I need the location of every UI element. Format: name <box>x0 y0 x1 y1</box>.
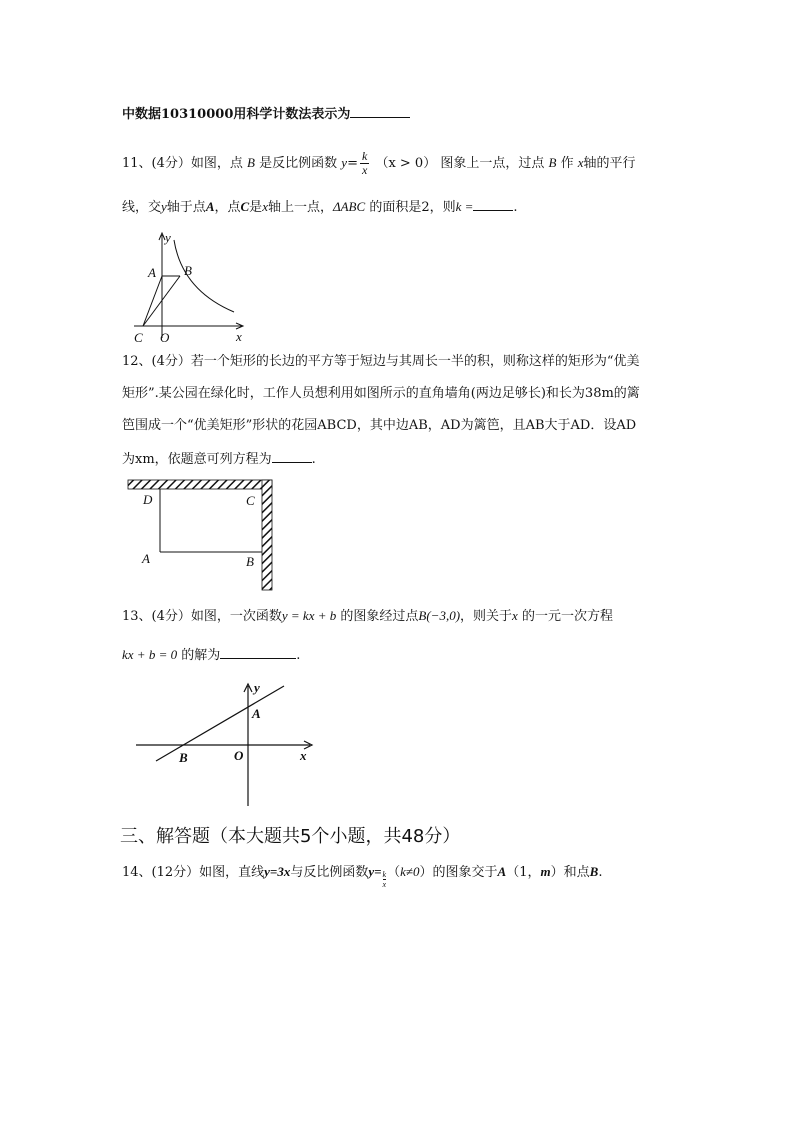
q11-label-x: x <box>236 329 242 344</box>
q13-function: y = kx + b <box>281 608 337 623</box>
q12-text: 为xm，依题意可列方程为 <box>122 452 272 467</box>
q14-text: （ <box>387 865 401 880</box>
q11-text: 线，交 <box>122 200 162 215</box>
q10-text: 中数据10310000用科学计数法表示为 <box>122 107 351 122</box>
q14-fraction-num: k <box>382 870 387 879</box>
q14-var-m: m <box>540 864 551 879</box>
q14-point-a: A <box>497 864 507 879</box>
q12-top-wall <box>128 480 272 489</box>
q13-text: 的一元一次方程 <box>521 609 613 624</box>
q13-line <box>156 686 284 761</box>
q11-text: 轴于点 <box>166 200 206 215</box>
q14-text: 14、(12分）如图，直线 <box>122 865 265 880</box>
q12-text: 矩形”.某公园在绿化时，工作人员想利用如图所示的直角墙角(两边足够长)和长为38m的篱 <box>122 386 640 401</box>
q12-line3 <box>122 416 636 436</box>
q13-text: 的解为 <box>181 648 221 663</box>
q14-line-eq: y=3x <box>264 864 291 879</box>
q11-label-b: B <box>184 263 192 278</box>
q14-func-y: y= <box>368 864 382 879</box>
q11-fraction <box>360 150 369 177</box>
q13-var-x: x <box>512 608 518 623</box>
q11-text: 轴上一点， <box>267 200 333 215</box>
q11-k-eq: k = <box>455 199 474 214</box>
q14-fraction <box>383 870 387 889</box>
q14-condition: k≠0 <box>400 864 420 879</box>
q11-func-eq: = <box>347 156 358 171</box>
q12-label-c: C <box>246 493 255 508</box>
q13-line2 <box>122 644 300 666</box>
q11-segment-ca <box>143 276 162 326</box>
q14-text: 与反比例函数 <box>290 865 369 880</box>
q12-label-d: D <box>143 492 153 507</box>
q11-text: 是 <box>249 200 263 215</box>
q13-label-y: y <box>254 680 260 695</box>
q13-text: 13、(4分）如图，一次函数 <box>122 609 282 624</box>
q14-text: （1， <box>506 865 541 880</box>
q14-point-b: B <box>589 864 599 879</box>
q11-point-a: A <box>205 199 215 214</box>
q11-text: 11、(4分）如图，点 <box>122 156 243 171</box>
q11-text: 轴的平行 <box>583 156 636 171</box>
q11-label-a: A <box>148 265 156 280</box>
q11-fraction-den: x <box>361 163 368 177</box>
q11-answer-blank <box>473 196 513 211</box>
q13-figure <box>134 680 324 810</box>
q14-line1 <box>122 862 603 889</box>
q11-point-b: B <box>247 155 255 170</box>
section-title: 三、解答题（本大题共5个小题，共48分） <box>120 826 461 847</box>
q13-label-a: A <box>252 706 261 721</box>
q11-text: 的面积是2，则 <box>369 200 456 215</box>
q10-line <box>122 103 410 125</box>
q11-var-x: x <box>577 155 584 170</box>
q11-label-c: C <box>134 330 143 345</box>
q13-label-x: x <box>300 748 307 763</box>
q13-equation: kx + b = 0 <box>122 647 178 662</box>
q11-label-y: y <box>165 230 171 245</box>
q14-fraction-den: x <box>382 880 387 889</box>
q13-text: ，则关于 <box>460 609 513 624</box>
q11-hyperbola <box>174 240 234 312</box>
q11-end: . <box>513 200 518 215</box>
q11-fraction-num: k <box>361 149 368 163</box>
q13-text: 的图象经过点 <box>340 609 419 624</box>
q11-figure <box>130 230 260 345</box>
q11-var-x: x <box>262 199 268 214</box>
q11-text: 图象上一点，过点 <box>440 156 545 171</box>
q12-line2 <box>122 384 640 404</box>
q12-line1 <box>122 352 640 372</box>
q11-triangle: ΔABC <box>332 199 366 214</box>
q13-label-o: O <box>234 748 244 763</box>
q12-answer-blank <box>272 448 312 463</box>
q10-answer-blank <box>350 103 410 118</box>
q11-var-y: y <box>161 199 167 214</box>
q11-label-o: O <box>160 330 170 345</box>
q13-label-b: B <box>179 750 188 765</box>
q12-text: 12、(4分）若一个矩形的长边的平方等于短边与其周长一半的积，则称这样的矩形为“优美 <box>122 354 640 369</box>
q11-text: ，点 <box>214 200 241 215</box>
q12-line4 <box>122 448 316 470</box>
q13-line1 <box>122 606 613 627</box>
q11-text: 作 <box>560 156 574 171</box>
q12-figure <box>126 478 286 593</box>
q12-right-wall <box>262 480 272 590</box>
q12-end: . <box>311 452 316 467</box>
q11-line2 <box>122 196 518 218</box>
q14-text: ）和点 <box>550 865 590 880</box>
q13-answer-blank <box>220 644 296 659</box>
q14-end: . <box>598 865 603 880</box>
q13-end: . <box>296 648 301 663</box>
q11-condition: （x > 0） <box>375 156 437 171</box>
q12-label-b: B <box>246 554 254 569</box>
q11-func-y: y <box>341 155 348 170</box>
q11-point-b: B <box>548 155 557 170</box>
q14-text: ）的图象交于 <box>419 865 498 880</box>
q12-text: 笆围成一个“优美矩形”形状的花园ABCD，其中边AB，AD为篱笆，且AB大于AD．设AD <box>122 418 637 433</box>
q11-line1 <box>122 150 636 177</box>
q12-label-a: A <box>142 551 150 566</box>
q13-point-b: B(−3,0) <box>418 608 461 623</box>
q11-text: 是反比例函数 <box>259 156 338 171</box>
q11-point-c: C <box>240 199 250 214</box>
